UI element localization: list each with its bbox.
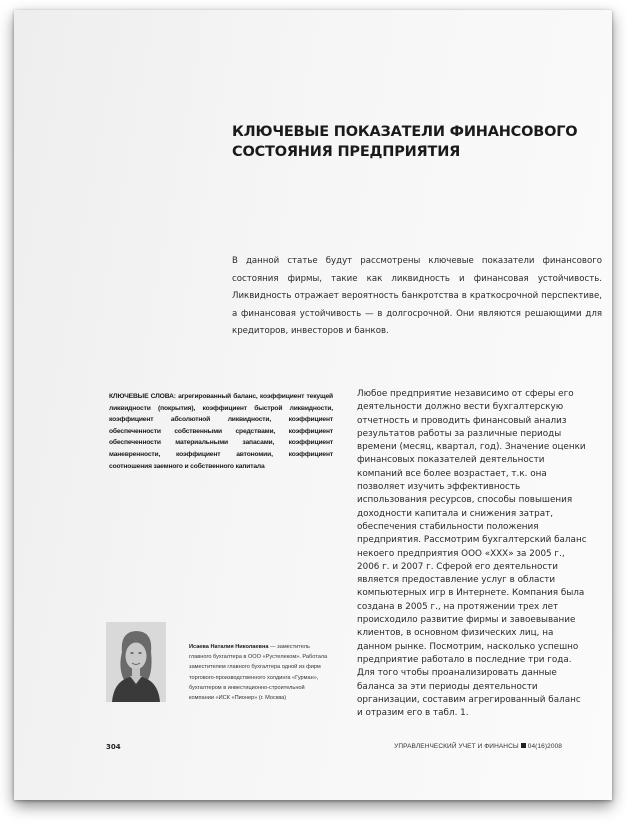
journal-page xyxy=(14,10,612,800)
keywords-label: КЛЮЧЕВЫЕ СЛОВА: xyxy=(109,393,176,400)
journal-name: УПРАВЛЕНЧЕСКИЙ УЧЕТ И ФИНАНСЫ xyxy=(394,743,519,750)
article-body: Любое предприятие независимо от сферы его деятельности должно вести бухгалтерскую отчетность и проводить финансовый анализ результатов работы за различные периоды времени (месяц, квартал, год). Значение оценки финансовых показателей деятельности компаний все более возрастает, т.к. она позволяет изучить эффективность использования ресурсов, способы повышения доходности капитала и снижения затрат, обеспечения стабильности положения предприятия. Рассмотрим бухгалтерский баланс некоего предприятия ООО «XXX» за 2005 г., 2006 г. и 2007 г. Сферой его деятельности является предоставление услуг в области компьютерных игр в Интернете. Компания была создана в 2005 г., на протяжении трех лет происходило развитие фирмы и завоевывание клиентов, в основном физических лиц, на данном рынке. Посмотрим, насколько успешно предприятие работало в последние три года. Для того чтобы проанализировать данные баланса за эти периоды деятельности организации, составим агрегированный баланс и отразим его в табл. 1. xyxy=(357,389,587,719)
article-lead: В данной статье будут рассмотрены ключевые показатели финансового состояния фирмы, такие как ликвидность и финансовая устойчивость. Ликвидность отражает вероятность банкротства в краткосрочной перспективе, а финансовая устойчивость — в долгосрочной. Они являются решающими для кредиторов, инвесторов и банков. xyxy=(232,256,602,336)
square-bullet-icon xyxy=(521,743,526,748)
author-photo xyxy=(106,622,166,702)
page-number: 304 xyxy=(106,743,121,751)
keywords-block xyxy=(109,391,333,472)
keywords-text: агрегированный баланс, коэффициент текущей ликвидности (покрытия), коэффициент быстрой ликвидности, коэффициент абсолютной ликвидности, коэффициент обеспеченности собственными средствами, коэффициент обеспеченности материальными запасами, коэффициент маневренности, коэффициент автономии, коэффициент соотношения заемного и собственного капитала xyxy=(109,393,333,470)
author-note xyxy=(189,642,329,703)
journal-issue: 04(16)2008 xyxy=(527,743,562,750)
journal-footer xyxy=(394,743,562,750)
author-bio: — заместитель главного бухгалтера в ООО «Рустелеком». Работала заместителем главного бухгалтера одной из фирм торгового-производственного холдинга «Гурман», бухгалтером в инвестиционно-строительной компании «ИСК «Пионер» (г. Москва) xyxy=(189,644,328,702)
article-title: КЛЮЧЕВЫЕ ПОКАЗАТЕЛИ ФИНАНСОВОГО СОСТОЯНИЯ ПРЕДПРИЯТИЯ xyxy=(232,124,578,160)
author-portrait-image xyxy=(106,622,166,702)
author-name: Исаева Наталия Николаевна xyxy=(189,644,269,650)
